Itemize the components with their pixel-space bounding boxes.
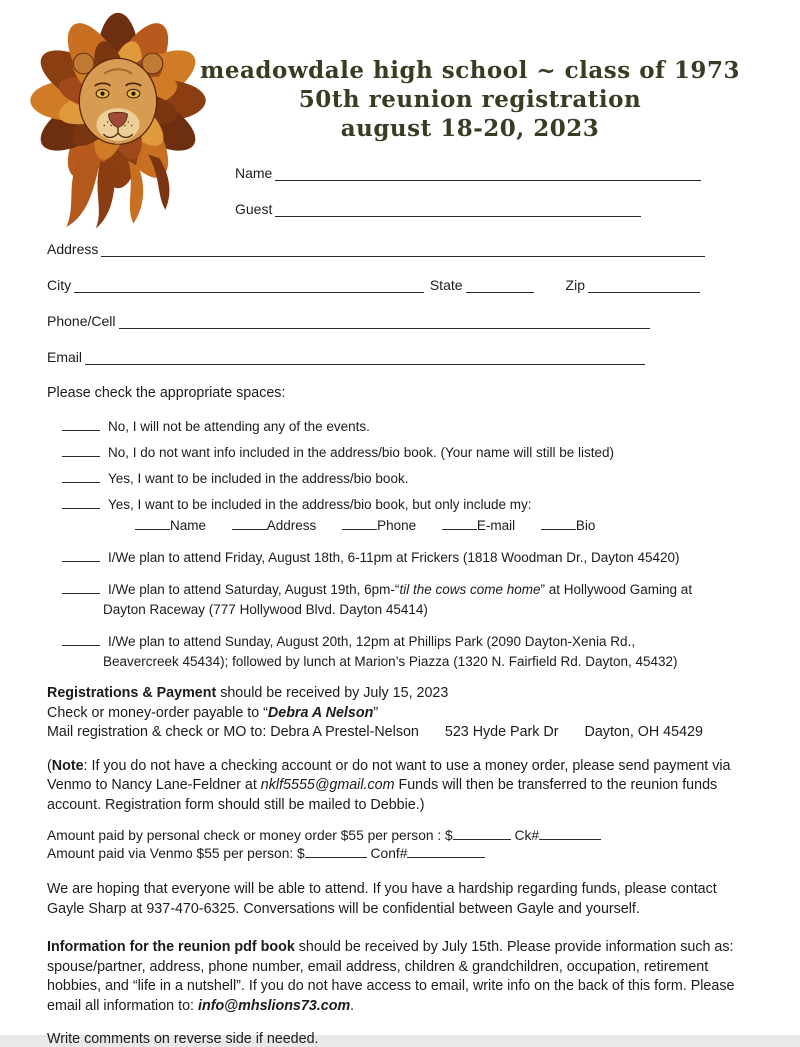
checkbox-blank-no-attend[interactable]: [62, 418, 100, 431]
checklist-item-sunday-line2: Beavercreek 45434); followed by lunch at Marion’s Piazza (1320 N. Fairfield Rd. Dayton, 45432): [103, 654, 678, 669]
payee-name: Debra A Nelson: [267, 704, 374, 721]
checkbox-blank-saturday[interactable]: [62, 581, 100, 594]
checklist-item-friday: [62, 549, 753, 566]
checkbox-blank-bio[interactable]: [541, 517, 576, 530]
guest-field-row: [235, 201, 641, 217]
address-label: Address: [47, 241, 99, 257]
amount-check-line: Amount paid by personal check or money order $55 per person : $ Ck#: [47, 827, 753, 845]
city-fill-line[interactable]: [74, 278, 424, 293]
form-content: [47, 165, 753, 1047]
zip-label: Zip: [565, 277, 585, 293]
registrations-deadline-line: Registrations & Payment should be received by July 15, 2023: [47, 685, 449, 701]
partial-option-phone: [342, 517, 416, 534]
check-number-fill-line[interactable]: [539, 828, 601, 840]
checkbox-blank-name[interactable]: [135, 517, 170, 530]
name-field-row: [235, 165, 701, 181]
reunion-email: info@mhslions73.com: [197, 997, 351, 1014]
name-fill-line[interactable]: [275, 166, 701, 181]
partial-option-bio: [541, 517, 596, 534]
payable-line: Check or money-order payable to “Debra A Nelson”: [47, 704, 379, 721]
partial-option-address: [232, 517, 317, 534]
mailing-street: 523 Hyde Park Dr: [444, 724, 559, 740]
hardship-paragraph: We are hoping that everyone will be able to attend. If you have a hardship regarding funds, please contact Gayle Sharp at 937-470-6325. Conversations will be confidential between Gayle and yourself.: [47, 881, 717, 917]
checklist-item-saturday-line2: Dayton Raceway (777 Hollywood Blvd. Dayton 45414): [103, 602, 428, 617]
address-field-row: [47, 241, 705, 257]
pdf-book-info-paragraph: Information for the reunion pdf book should be received by July 15th. Please provide information such as: spouse/partner, address, phone number, email address, children & grandchildren, occupation, retirement hobbies, and “life in a nutshell”. If you do not have access to email, write info on the back of this form. Please email all information to: info@mhslions73.com.: [47, 939, 735, 1014]
checkbox-blank-email[interactable]: [442, 517, 477, 530]
school-title: meadowdale high school ~ class of 1973: [200, 57, 740, 84]
checklist-item-sunday: [62, 633, 753, 670]
mailing-line: Mail registration & check or MO to: Debra A Prestel-Nelson 523 Hyde Park Dr Dayton, OH 45429: [47, 723, 753, 743]
checklist-item-label: I/We plan to attend Saturday, August 19th, 6pm-“til the cows come home” at Hollywood Gaming at: [108, 582, 693, 597]
checklist-item-label: Yes, I want to be included in the address/bio book, but only include my:: [108, 497, 532, 512]
venmo-note-paragraph: (Note: If you do not have a checking account or do not want to use a money order, please send payment via Venmo to Nancy Lane-Feldner at nklf5555@gmail.com Funds will then be transferred to the reunion funds account. Registration form should still be mailed to Debbie.): [47, 757, 731, 813]
venmo-confirmation-fill-line[interactable]: [407, 846, 485, 858]
checklist-item-yes-partial: [62, 496, 753, 534]
phone-fill-line[interactable]: [119, 314, 651, 329]
checkbox-blank-yes-include[interactable]: [62, 470, 100, 483]
state-fill-line[interactable]: [466, 278, 534, 293]
email-label: Email: [47, 349, 83, 365]
checkbox-blank-no-info[interactable]: [62, 444, 100, 457]
event-dates: august 18-20, 2023: [340, 115, 600, 142]
phone-field-row: [47, 313, 650, 329]
mailing-city: Dayton, OH 45429: [584, 724, 703, 740]
checklist-item-label: I/We plan to attend Sunday, August 20th, 12pm at Phillips Park (2090 Dayton-Xenia Rd.,: [108, 634, 636, 649]
checkbox-blank-address[interactable]: [232, 517, 267, 530]
amount-lines: [47, 827, 753, 863]
checkbox-blank-phone[interactable]: [342, 517, 377, 530]
checklist-item-label: I/We plan to attend Friday, August 18th, 6-11pm at Frickers (1818 Woodman Dr., Dayton 45420): [108, 550, 680, 565]
checklist-item-saturday: [62, 581, 753, 618]
payment-section: [47, 684, 753, 743]
partial-include-options: [135, 517, 753, 534]
checklist-item-yes-include: [62, 470, 753, 487]
partial-option-name: [135, 517, 206, 534]
partial-option-label: Name: [170, 518, 207, 533]
guest-fill-line[interactable]: [275, 202, 641, 217]
city-label: City: [47, 277, 72, 293]
city-state-zip-row: [47, 277, 700, 293]
address-fill-line[interactable]: [101, 242, 705, 257]
partial-option-email: [442, 517, 515, 534]
phone-label: Phone/Cell: [47, 313, 116, 329]
partial-option-label: Address: [266, 518, 317, 533]
title-block: [200, 56, 740, 143]
checkbox-blank-sunday[interactable]: [62, 633, 100, 646]
checklist-item-label: Yes, I want to be included in the address/bio book.: [108, 471, 409, 486]
state-label: State: [429, 277, 463, 293]
checklist-item-no-attend: [62, 418, 753, 435]
checklist-item-no-info: [62, 444, 753, 461]
guest-label: Guest: [235, 201, 273, 217]
name-label: Name: [235, 165, 273, 181]
checklist-item-label: No, I will not be attending any of the events.: [108, 419, 370, 434]
checklist-intro: Please check the appropriate spaces:: [47, 385, 286, 401]
comments-note: Write comments on reverse side if needed.: [47, 1031, 319, 1047]
partial-option-label: Phone: [377, 518, 417, 533]
zip-fill-line[interactable]: [588, 278, 700, 293]
email-field-row: [47, 349, 645, 365]
checkbox-blank-friday[interactable]: [62, 549, 100, 562]
venmo-email: nklf5555@gmail.com: [260, 777, 395, 793]
reunion-title: 50th reunion registration: [298, 86, 642, 113]
amount-venmo-line: Amount paid via Venmo $55 per person: $ Conf#: [47, 845, 753, 863]
checkbox-blank-yes-partial[interactable]: [62, 496, 100, 509]
check-amount-fill-line[interactable]: [453, 828, 511, 840]
partial-option-label: E-mail: [476, 518, 516, 533]
email-fill-line[interactable]: [85, 350, 645, 365]
venmo-amount-fill-line[interactable]: [305, 846, 367, 858]
checklist-item-label: No, I do not want info included in the address/bio book. (Your name will still be listed): [108, 445, 615, 460]
partial-option-label: Bio: [575, 518, 596, 533]
